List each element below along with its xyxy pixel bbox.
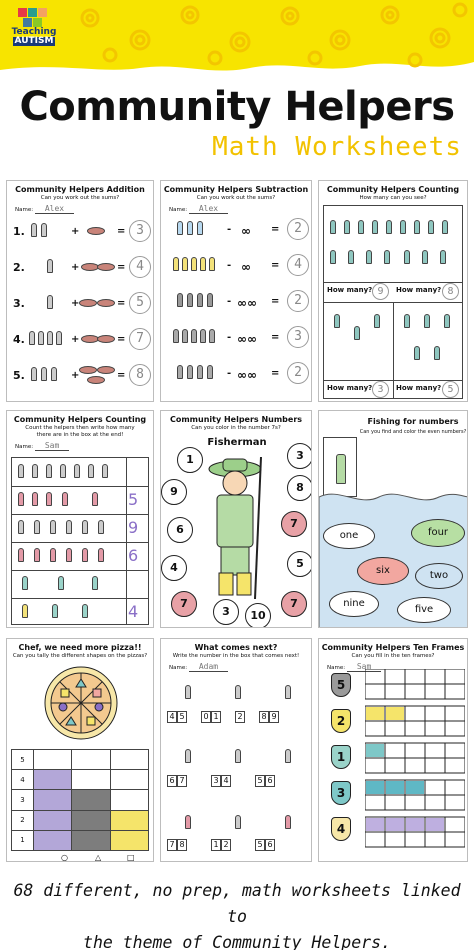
answer-circle[interactable]: 7 (129, 328, 151, 350)
fish-five[interactable]: five (397, 597, 451, 623)
helper-icon (235, 815, 241, 829)
doctor-icon (191, 257, 197, 271)
doctor-icon (182, 329, 188, 343)
pizza-icon (79, 299, 97, 307)
helper-icon (444, 314, 450, 328)
logo-line2: AUTISM (14, 36, 54, 46)
helper-icon (334, 314, 340, 328)
counting-worksheet-1 (318, 180, 468, 402)
fisherman-icon (203, 453, 273, 603)
chef-icon (41, 223, 47, 237)
subtraction-title: Community Helpers Subtraction (163, 185, 309, 194)
helper-icon (404, 250, 410, 264)
number-circle[interactable]: 3 (287, 443, 312, 469)
helper-icon (52, 604, 58, 618)
badge-icon: 2 (331, 709, 351, 733)
helper-icon (400, 220, 406, 234)
next-sub: Write the number in the box that comes next! (172, 653, 300, 659)
helper-icon (366, 250, 372, 264)
number-circle[interactable]: 8 (287, 475, 312, 501)
how-many-label: How many? (327, 384, 373, 392)
stethoscope-icon: ∞ (241, 224, 251, 238)
helper-icon (372, 220, 378, 234)
pizza-worksheet (6, 638, 154, 862)
tenframes-sub: Can you fill in the ten frames? (351, 653, 435, 659)
answer-circle[interactable]: 2 (287, 362, 309, 384)
helper-icon (404, 314, 410, 328)
addition-worksheet (6, 180, 154, 402)
tenframes-title: Community Helpers Ten Frames (321, 643, 465, 652)
next-name: Name: Adam (169, 662, 311, 671)
answer-circle[interactable]: 3 (372, 381, 389, 398)
pizza-icon (97, 299, 115, 307)
doctor-icon (191, 329, 197, 343)
doctor-icon (177, 365, 183, 379)
subtraction-row: - ∞ = 2 (167, 217, 305, 243)
helper-icon (92, 576, 98, 590)
helper-icon (354, 326, 360, 340)
counting1-title: Community Helpers Counting (326, 185, 460, 194)
count-answer[interactable]: 9 (128, 518, 139, 537)
helper-icon (22, 604, 28, 618)
helper-icon (66, 520, 72, 534)
helper-icon (66, 548, 72, 562)
helper-icon (60, 464, 66, 478)
swirl-pattern (0, 0, 474, 82)
count-answer[interactable]: 4 (128, 602, 139, 621)
fish-six[interactable]: six (357, 557, 409, 585)
pizza-icon (97, 263, 115, 271)
doctor-icon (187, 221, 193, 235)
counting-worksheet-2 (6, 410, 154, 628)
doctor-icon (207, 293, 213, 307)
number-circle[interactable]: 9 (161, 479, 187, 505)
helper-icon (185, 749, 191, 763)
answer-circle[interactable]: 4 (287, 254, 309, 276)
tally-level: 2 (12, 810, 34, 830)
helper-icon (102, 464, 108, 478)
fisherman-box (323, 437, 357, 497)
tally-level: 3 (12, 790, 34, 810)
helper-icon (374, 314, 380, 328)
pizza-icon (97, 366, 115, 374)
helper-icon (434, 346, 440, 360)
pizza-title: Chef, we need more pizza!! (18, 643, 142, 652)
doctor-icon (200, 257, 206, 271)
answer-circle[interactable]: 2 (287, 218, 309, 240)
helper-icon (414, 346, 420, 360)
helper-icon (422, 250, 428, 264)
doctor-icon (177, 293, 183, 307)
helper-icon (285, 749, 291, 763)
how-many-label: How many? (396, 384, 442, 392)
character-label: Fisherman (207, 437, 267, 448)
helper-icon (285, 685, 291, 699)
number-circle[interactable]: 3 (213, 599, 239, 625)
subtraction-row: - ∞∞ = 2 (167, 361, 305, 387)
helper-icon (358, 220, 364, 234)
counting1-sub: How many can you see? (359, 195, 427, 201)
helper-icon (32, 464, 38, 478)
helper-icon (98, 520, 104, 534)
fish-four[interactable]: four (411, 519, 465, 547)
tenframes-name: Name: Sam (327, 662, 467, 671)
triangle-shape-icon: △ (95, 853, 102, 862)
badge-icon: 1 (331, 745, 351, 769)
chef-icon (51, 367, 57, 381)
ten-frame-grids (365, 669, 465, 849)
fish-two[interactable]: two (415, 563, 463, 589)
tally-level: 4 (12, 770, 34, 790)
helper-icon (82, 520, 88, 534)
helper-icon (344, 220, 350, 234)
tally-grid (11, 749, 149, 851)
answer-circle[interactable]: 5 (442, 381, 459, 398)
helper-icon (235, 685, 241, 699)
pizza-icon (87, 376, 105, 384)
chef-icon (56, 331, 62, 345)
numbers-sub: Can you color in the number 7s? (191, 425, 281, 431)
tally-level: 5 (12, 750, 34, 770)
fishing-sub: Can you find and color the even numbers? (359, 429, 467, 435)
helper-icon (22, 576, 28, 590)
chef-icon (38, 331, 44, 345)
doctor-icon (173, 257, 179, 271)
how-many-label: How many? (327, 286, 373, 294)
pizza-icon (43, 665, 119, 741)
helper-icon (185, 685, 191, 699)
subtraction-row: - ∞ = 4 (167, 253, 305, 279)
chef-icon (47, 331, 53, 345)
doctor-icon (197, 293, 203, 307)
helper-icon (428, 220, 434, 234)
numbers-worksheet (160, 410, 312, 628)
teaching-autism-logo (6, 6, 62, 52)
count-answer[interactable]: 6 (128, 546, 139, 565)
number-circle[interactable]: 4 (161, 555, 187, 581)
doctor-icon (187, 365, 193, 379)
chef-icon (41, 367, 47, 381)
chef-icon (29, 331, 35, 345)
number-circle[interactable]: 10 (245, 603, 271, 628)
counting1-grid (323, 205, 463, 399)
badge-icon: 4 (331, 817, 351, 841)
stethoscope-icon: ∞∞ (237, 332, 257, 346)
helper-icon (34, 520, 40, 534)
footer-line-2: the theme of Community Helpers. (83, 933, 391, 950)
addition-name: Name: Alex (15, 204, 153, 213)
number-circle[interactable]: 6 (167, 517, 193, 543)
helper-icon (235, 749, 241, 763)
answer-circle[interactable]: 3 (129, 220, 151, 242)
helper-icon (285, 815, 291, 829)
answer-circle[interactable]: 8 (442, 283, 459, 300)
helper-icon (330, 220, 336, 234)
helper-icon (18, 520, 24, 534)
helper-icon (74, 464, 80, 478)
subtraction-sub: Can you work out the sums? (196, 195, 276, 201)
number-circle[interactable]: 5 (287, 551, 312, 577)
doctor-icon (173, 329, 179, 343)
fishing-title: Fishing for numbers (367, 417, 459, 426)
subtraction-worksheet (160, 180, 312, 402)
helper-icon (384, 250, 390, 264)
stethoscope-icon: ∞∞ (237, 296, 257, 310)
number-circle[interactable]: 1 (177, 447, 203, 473)
helper-icon (330, 250, 336, 264)
helper-icon (18, 464, 24, 478)
helper-icon (414, 220, 420, 234)
subtraction-row: - ∞∞ = 2 (167, 289, 305, 315)
header-banner (0, 0, 474, 82)
doctor-icon (197, 365, 203, 379)
helper-icon (92, 492, 98, 506)
helper-icon (348, 250, 354, 264)
helper-icon (18, 548, 24, 562)
subtraction-name: Name: Alex (169, 204, 311, 213)
doctor-icon (197, 221, 203, 235)
doctor-icon (207, 365, 213, 379)
stethoscope-icon: ∞ (241, 260, 251, 274)
footer-caption (0, 878, 474, 950)
next-worksheet (160, 638, 312, 862)
number-circle[interactable]: 7 (171, 591, 197, 617)
numbers-title: Community Helpers Numbers (169, 415, 303, 424)
circle-shape-icon: ○ (61, 853, 68, 862)
chef-icon (31, 223, 37, 237)
logo-line1: Teaching (11, 27, 57, 37)
counting2-sub1: Count the helpers then write how many (25, 425, 135, 431)
chef-icon (31, 367, 37, 381)
next-title: What comes next? (194, 643, 278, 652)
helper-icon (185, 815, 191, 829)
helper-icon (424, 314, 430, 328)
addition-row: 2. + = 4 (13, 255, 147, 281)
addition-title: Community Helpers Addition (15, 185, 145, 194)
helper-icon (50, 520, 56, 534)
fisherman-icon (336, 454, 346, 484)
helper-icon (442, 220, 448, 234)
pizza-icon (87, 227, 105, 235)
badge-icon: 5 (331, 673, 351, 697)
fishing-worksheet (318, 410, 468, 628)
badge-icon: 3 (331, 781, 351, 805)
chef-icon (47, 295, 53, 309)
helper-icon (62, 492, 68, 506)
helper-icon (88, 464, 94, 478)
pizza-sub: Can you tally the different shapes on the pizzas? (12, 653, 148, 659)
how-many-label: How many? (396, 286, 442, 294)
answer-circle[interactable]: 5 (129, 292, 151, 314)
answer-circle[interactable]: 4 (129, 256, 151, 278)
counting2-name: Name: Sam (15, 441, 153, 450)
helper-icon (46, 464, 52, 478)
doctor-icon (187, 293, 193, 307)
addition-row: 5. + = 8 (13, 363, 147, 389)
helper-icon (82, 548, 88, 562)
doctor-icon (182, 257, 188, 271)
number-circle[interactable]: 7 (281, 591, 307, 617)
counting2-sub2: there are in the box at the end! (36, 432, 124, 438)
fish-nine[interactable]: nine (329, 591, 379, 617)
stethoscope-icon: ∞∞ (237, 368, 257, 382)
answer-circle[interactable]: 2 (287, 290, 309, 312)
sequence-row-1: 4 5 0 1 2 8 9 (167, 711, 279, 723)
doctor-icon (209, 257, 215, 271)
counting2-title: Community Helpers Counting (13, 415, 147, 424)
answer-circle[interactable]: 3 (287, 326, 309, 348)
page-title: Community Helpers (19, 84, 455, 130)
helper-icon (98, 548, 104, 562)
square-shape-icon: □ (127, 853, 135, 862)
sequence-row-3: 7 8 1 2 5 6 (167, 839, 275, 851)
helper-icon (440, 250, 446, 264)
addition-sub: Can you work out the sums? (40, 195, 120, 201)
helper-icon (82, 604, 88, 618)
doctor-icon (209, 329, 215, 343)
pizza-icon (79, 366, 97, 374)
subtraction-row: - ∞∞ = 3 (167, 325, 305, 351)
helper-icon (50, 548, 56, 562)
helper-icon (32, 492, 38, 506)
addition-row: 4. + = 7 (13, 327, 147, 353)
chef-icon (47, 259, 53, 273)
number-circle[interactable]: 7 (281, 511, 307, 537)
helper-icon (386, 220, 392, 234)
helper-icon (18, 492, 24, 506)
tenframes-worksheet (318, 638, 468, 862)
addition-row: 3. + = 5 (13, 291, 147, 317)
helper-icon (34, 548, 40, 562)
addition-row: 1. + = 3 (13, 219, 147, 245)
counting2-grid (11, 457, 149, 625)
sequence-row-2: 6 7 3 4 5 6 (167, 775, 275, 787)
tally-level: 1 (12, 830, 34, 850)
answer-circle[interactable]: 8 (129, 364, 151, 386)
answer-circle[interactable]: 9 (372, 283, 389, 300)
doctor-icon (177, 221, 183, 235)
page-subtitle: Math Worksheets (212, 132, 462, 162)
count-answer[interactable]: 5 (128, 490, 139, 509)
helper-icon (46, 492, 52, 506)
helper-icon (58, 576, 64, 590)
fish-one[interactable]: one (323, 523, 375, 549)
footer-line-1: 68 different, no prep, math worksheets linked to (13, 881, 461, 926)
doctor-icon (200, 329, 206, 343)
pizza-icon (97, 335, 115, 343)
